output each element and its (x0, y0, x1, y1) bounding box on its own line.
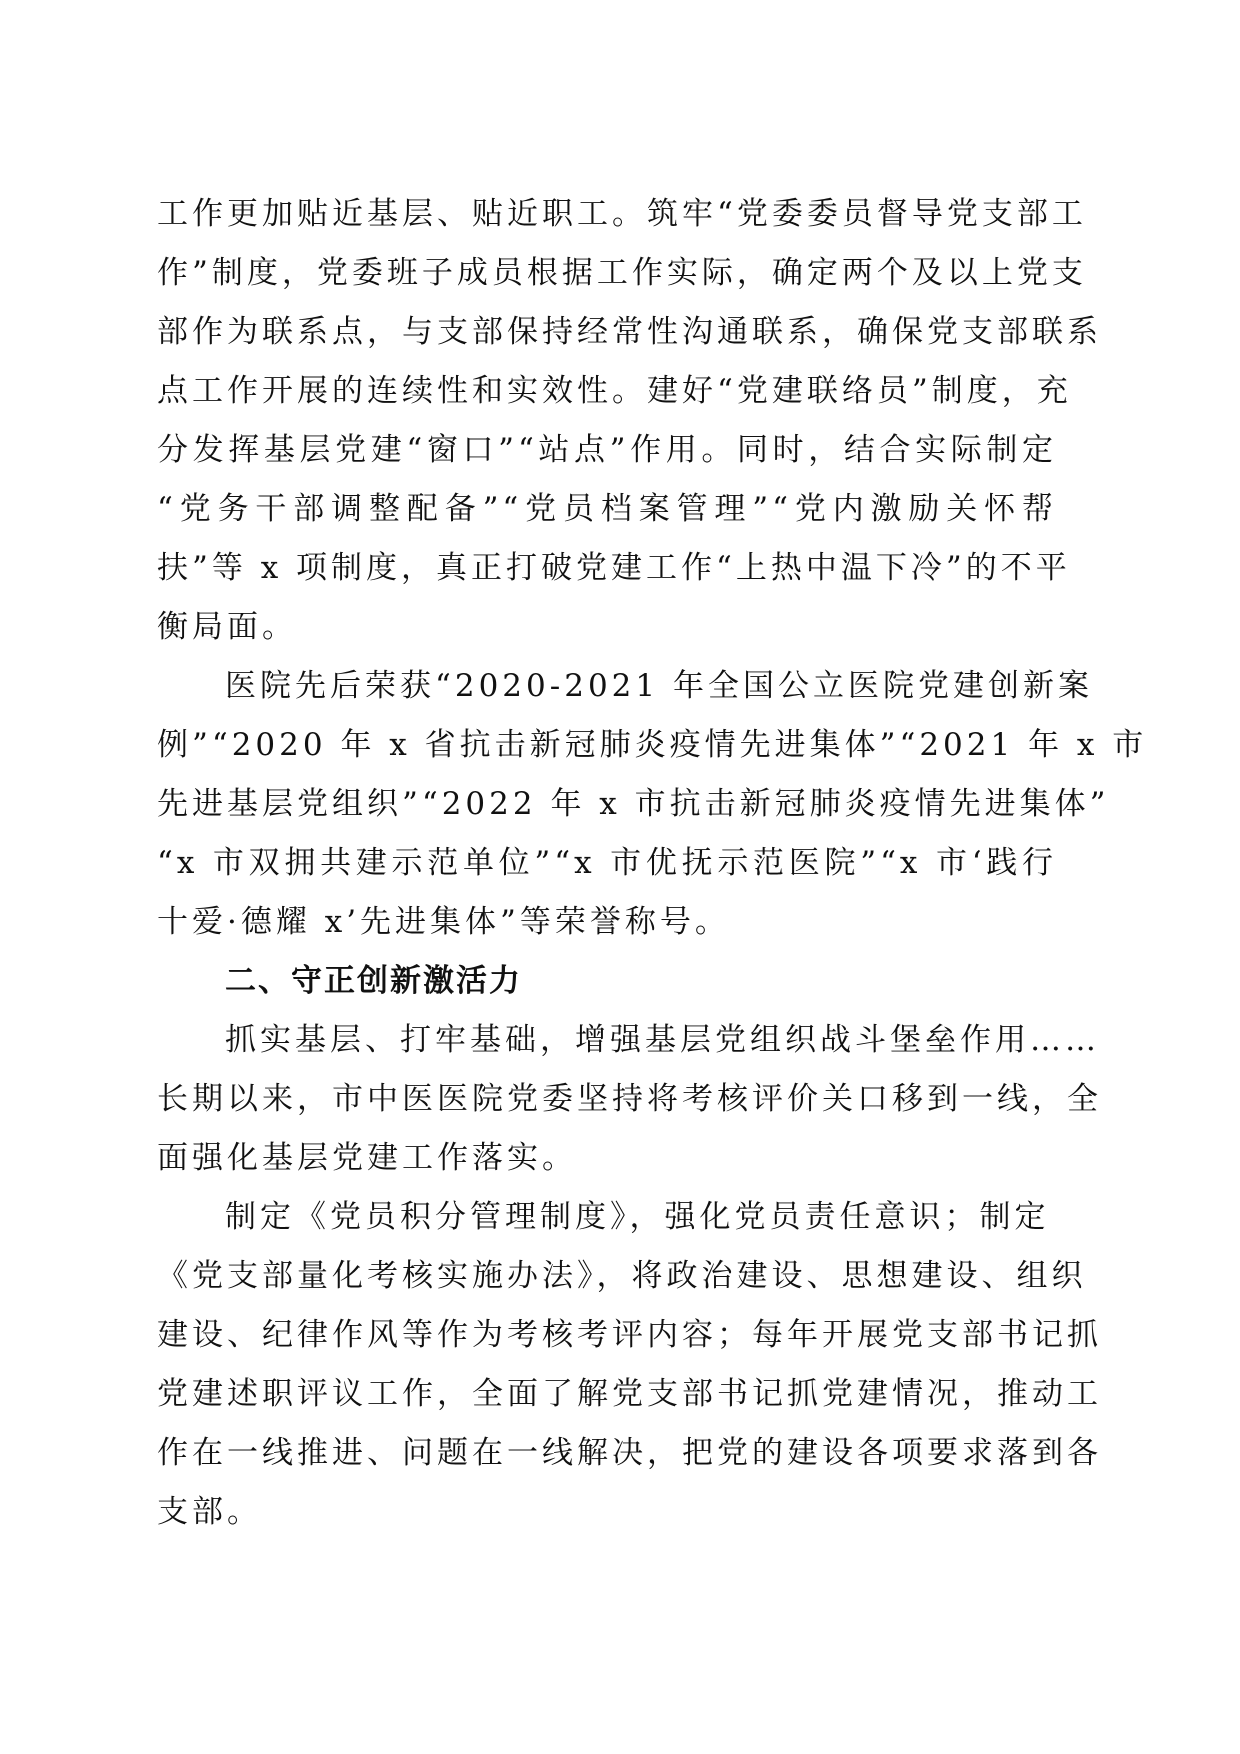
document-body (157, 185, 1148, 1542)
text-line: 作在一线推进、问题在一线解决，把党的建设各项要求落到各 (157, 1435, 1102, 1471)
text-line: 部作为联系点，与支部保持经常性沟通联系，确保党支部联系 (157, 314, 1102, 350)
paragraph-regulations (157, 1188, 1102, 1542)
text-line: 党建述职评议工作，全面了解党支部书记抓党建情况，推动工 (157, 1376, 1102, 1412)
text-line: 分发挥基层党建“窗口”“站点”作用。同时，结合实际制定 (157, 432, 1057, 468)
text-line: 面强化基层党建工作落实。 (157, 1140, 577, 1176)
text-line: “党务干部调整配备”“党员档案管理”“党内激励关怀帮 (157, 491, 1057, 527)
text-line: 点工作开展的连续性和实效性。建好“党建联络员”制度，充 (157, 373, 1072, 409)
text-line: 支部。 (157, 1494, 262, 1530)
text-line: 建设、纪律作风等作为考核考评内容；每年开展党支部书记抓 (157, 1317, 1102, 1353)
text-line: 制定《党员积分管理制度》，强化党员责任意识；制定 (225, 1199, 1050, 1235)
text-line: 医院先后荣获“2020-2021 年全国公立医院党建创新案 (225, 668, 1093, 704)
text-line: 工作更加贴近基层、贴近职工。筑牢“党委委员督导党支部工 (157, 196, 1087, 232)
paragraph-assessment (157, 1011, 1102, 1188)
text-line: 《党支部量化考核实施办法》，将政治建设、思想建设、组织 (157, 1258, 1087, 1294)
text-line: 十爱·德耀 x’先进集体”等荣誉称号。 (157, 904, 730, 940)
text-line: 扶”等 x 项制度，真正打破党建工作“上热中温下冷”的不平 (157, 550, 1071, 586)
text-line: 抓实基层、打牢基础，增强基层党组织战斗堡垒作用…… (225, 1022, 1100, 1058)
text-line: 衡局面。 (157, 609, 297, 645)
text-line: 长期以来，市中医医院党委坚持将考核评价关口移到一线，全 (157, 1081, 1102, 1117)
paragraph-honors (157, 657, 1148, 952)
paragraph-work-closer-to-grassroots (157, 185, 1102, 657)
section-heading: 二、守正创新激活力 (225, 963, 522, 999)
text-line: 先进基层党组织”“2022 年 x 市抗击新冠肺炎疫情先进集体” (157, 786, 1110, 822)
text-line: 例”“2020 年 x 省抗击新冠肺炎疫情先进集体”“2021 年 x 市 (157, 727, 1148, 763)
text-line: “x 市双拥共建示范单位”“x 市优抚示范医院”“x 市‘践行 (157, 845, 1057, 881)
text-line: 作”制度，党委班子成员根据工作实际，确定两个及以上党支 (157, 255, 1087, 291)
